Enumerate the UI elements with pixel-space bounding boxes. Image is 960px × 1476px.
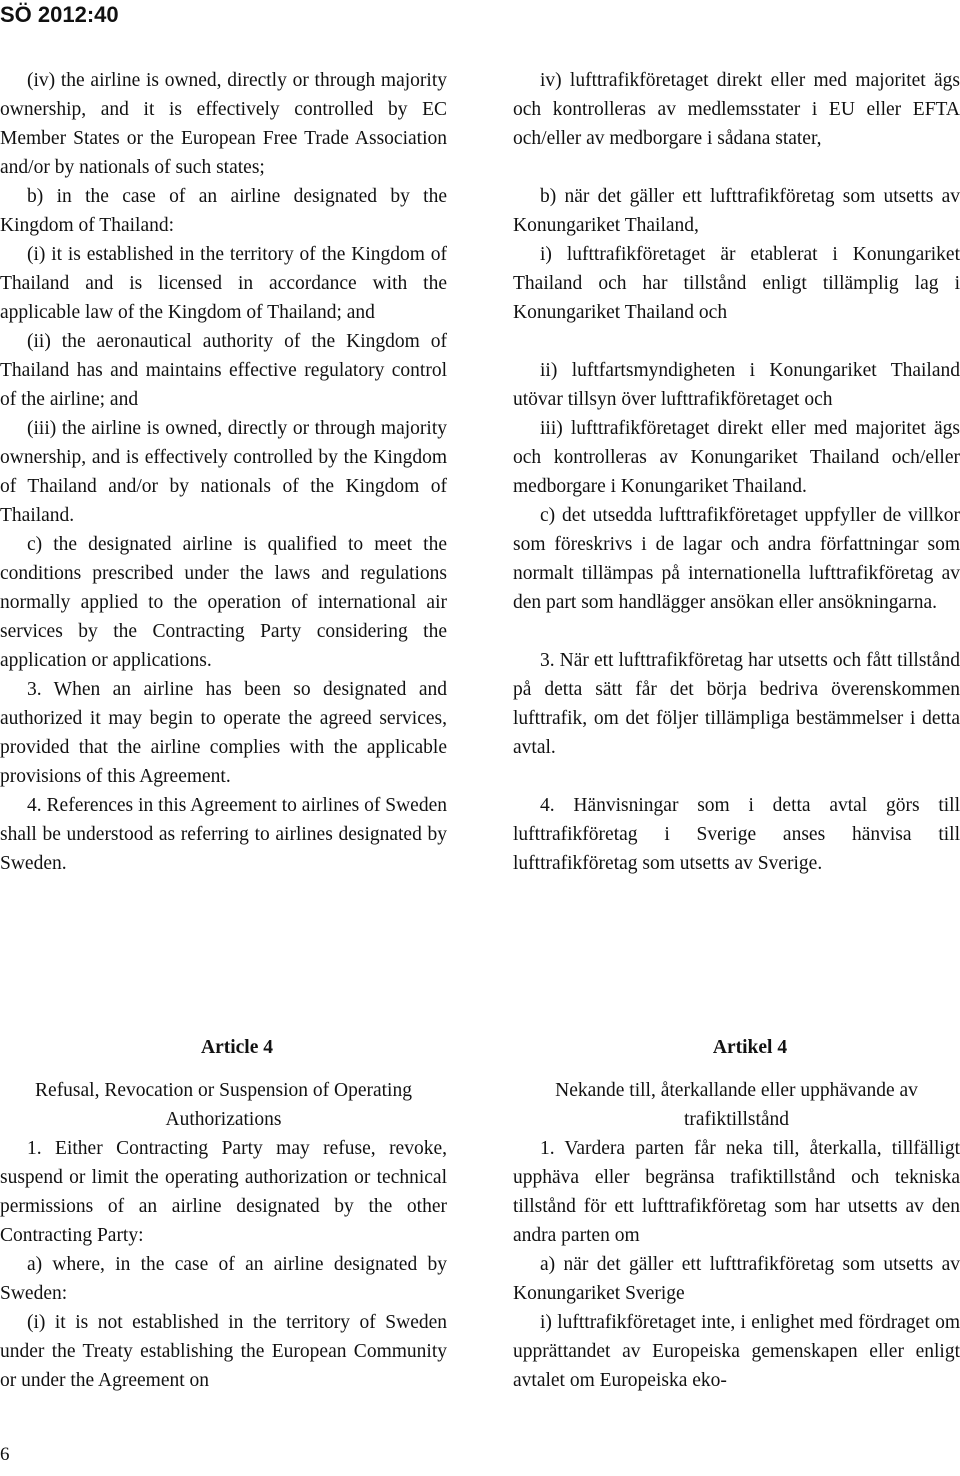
paragraph: b) in the case of an airline designated by the Kingdom of Thailand: (0, 186, 447, 236)
paragraph: 1. Either Contracting Party may refuse, revoke, suspend or limit the operating authorization or technical permissions of an airline designated by the other Contracting Party: (0, 1138, 447, 1246)
paragraph: 1. Vardera parten får neka till, återkalla, tillfälligt upphäva eller begränsa trafiktillstånd och tekniska tillstånd för ett lufttrafikföretag som har utsetts av den andra parten om (513, 1138, 960, 1246)
paragraph: 4. Hänvisningar som i detta avtal görs till lufttrafikföretag i Sverige anses hänvisa till lufttrafikföretag som utsetts av Sverige. (513, 795, 960, 874)
paragraph: i) lufttrafikföretaget är etablerat i Konungariket Thailand och har tillstånd enligt tillämplig lag i Konungariket Thailand och (513, 244, 960, 323)
paragraph: c) det utsedda lufttrafikföretaget uppfyller de villkor som föreskrivs i de lagar och andra författningar som normalt tillämpas på internationella lufttrafikföretag av den part som handlägger ansökan eller ansökningarna. (513, 505, 960, 613)
english-article-4 (0, 1033, 447, 1395)
swedish-article-4 (513, 1033, 960, 1395)
paragraph: b) när det gäller ett lufttrafikföretag som utsetts av Konungariket Thailand, (513, 186, 960, 236)
paragraph: a) när det gäller ett lufttrafikföretag som utsetts av Konungariket Sverige (513, 1254, 960, 1304)
paragraph: (iv) the airline is owned, directly or through majority ownership, and it is effectively controlled by EC Member States or the European Free Trade Association and/or by nationals of such states; (0, 70, 447, 178)
page-number: 6 (0, 1444, 10, 1465)
paragraph: (i) it is established in the territory of the Kingdom of Thailand and is licensed in accordance with the applicable law of the Kingdom of Thailand; and (0, 244, 447, 323)
paragraph: (i) it is not established in the territory of Sweden under the Treaty establishing the European Community or under the Agreement on (0, 1312, 447, 1391)
paragraph: c) the designated airline is qualified to meet the conditions prescribed under the laws and regulations normally applied to the operation of international air services by the Contracting Party considering the application or applications. (0, 534, 447, 671)
paragraph: 3. När ett lufttrafikföretag har utsetts och fått tillstånd på detta sätt får det börja bedriva överenskommen lufttrafik, om det följer tillämpliga bestämmelser i detta avtal. (513, 650, 960, 758)
article-title: Nekande till, återkallande eller upphävande av trafiktillstånd (555, 1080, 918, 1130)
document-header: SÖ 2012:40 (0, 2, 119, 27)
paragraph: (iii) the airline is owned, directly or through majority ownership, and is effectively controlled by the Kingdom of Thailand and/or by nationals of the Kingdom of Thailand. (0, 418, 447, 526)
paragraph: iv) lufttrafikföretaget direkt eller med majoritet ägs och kontrolleras av medlemsstater i EU eller EFTA och/eller av medborgare i sådana stater, (513, 70, 960, 149)
paragraph: 4. References in this Agreement to airlines of Sweden shall be understood as referring to airlines designated by Sweden. (0, 795, 447, 874)
paragraph: 3. When an airline has been so designated and authorized it may begin to operate the agreed services, provided that the airline complies with the applicable provisions of this Agreement. (0, 679, 447, 787)
article-heading: Article 4 (200, 1037, 273, 1058)
paragraph: (ii) the aeronautical authority of the Kingdom of Thailand has and maintains effective regulatory control of the airline; and (0, 331, 447, 410)
paragraph: a) where, in the case of an airline designated by Sweden: (0, 1254, 447, 1304)
article-title: Refusal, Revocation or Suspension of Operating Authorizations (35, 1080, 412, 1130)
english-text-column (0, 66, 447, 878)
paragraph: ii) luftfartsmyndigheten i Konungariket Thailand utövar tillsyn över lufttrafikföretaget och (513, 360, 960, 410)
swedish-text-column (513, 66, 960, 878)
article-heading: Artikel 4 (712, 1037, 788, 1058)
paragraph: i) lufttrafikföretaget inte, i enlighet med fördraget om upprättandet av Europeiska gemenskapen eller enligt avtalet om Europeiska eko- (513, 1312, 960, 1391)
paragraph: iii) lufttrafikföretaget direkt eller med majoritet ägs och kontrolleras av Konungariket Thailand och/eller medborgare i Konungariket Thailand. (513, 418, 960, 497)
